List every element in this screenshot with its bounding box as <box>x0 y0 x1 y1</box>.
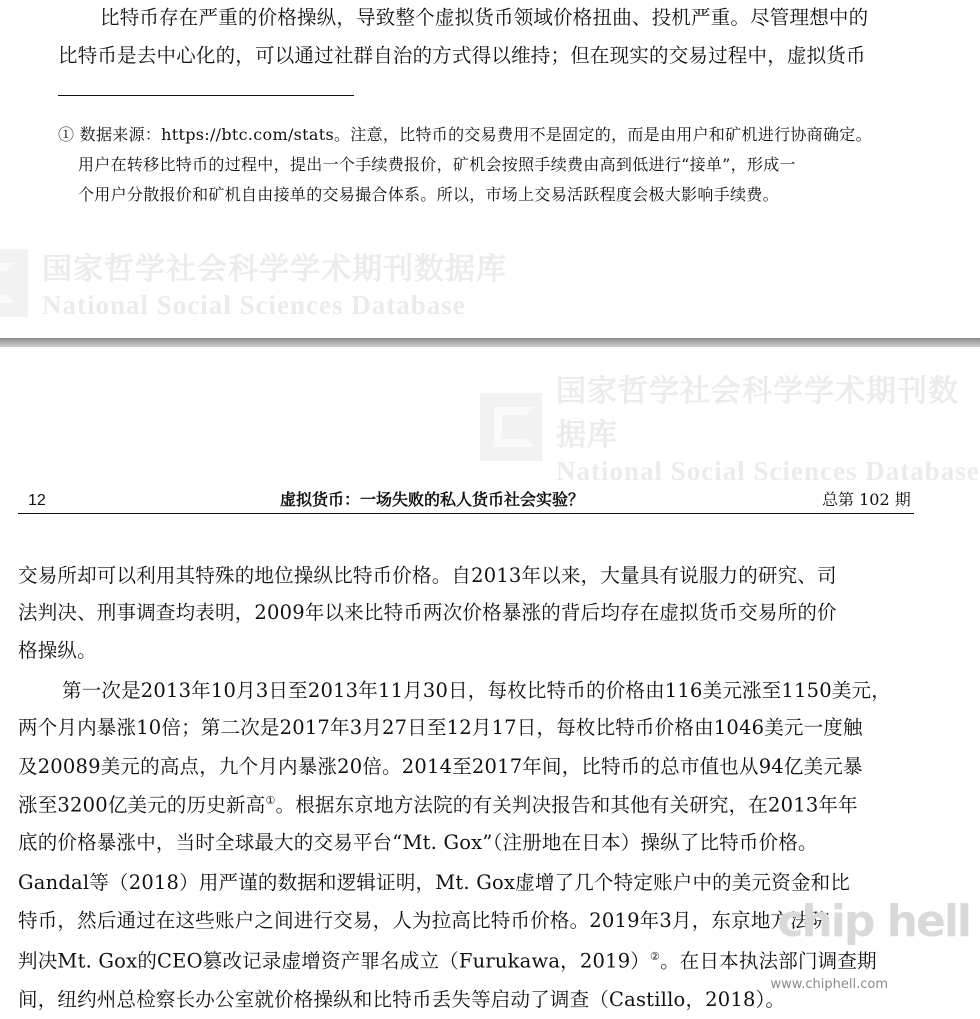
body-line: 比特币是去中心化的，可以通过社群自治的方式得以维持；但在现实的交易过程中，虚拟货币 <box>58 44 866 67</box>
watermark-en: National Social Sciences Database <box>556 456 980 486</box>
header-rule <box>18 513 914 514</box>
body-line: Gandal等（2018）用严谨的数据和逻辑证明，Mt. Gox虚增了几个特定账户中的美元资金和比 <box>18 871 851 894</box>
body-line: 底的价格暴涨中，当时全球最大的交易平台“Mt. Gox”（注册地在日本）操纵了比特币价格。 <box>18 831 818 854</box>
body-text: 涨至3200亿美元的历史新高 <box>18 793 266 817</box>
running-title: 虚拟货币：一场失败的私人货币社会实验？ <box>280 490 585 509</box>
body-text: 。在日本执法部门调查期 <box>660 949 877 973</box>
body-line: 间，纽约州总检察长办公室就价格操纵和比特币丢失等启动了调查（Castillo，2018）。 <box>18 988 786 1011</box>
footnote-divider <box>58 95 354 96</box>
issue-number: 总第 102 期 <box>822 490 911 509</box>
database-logo-icon <box>480 393 542 461</box>
database-logo-icon <box>0 249 28 317</box>
body-line: 及20089美元的高点，九个月内暴涨20倍。2014至2017年间，比特币的总市值也从94亿美元暴 <box>18 755 863 778</box>
watermark <box>480 366 980 487</box>
watermark-cn: 国家哲学社会科学学术期刊数据库 <box>42 252 507 287</box>
chiphell-logo: chip hell <box>777 896 970 947</box>
watermark-cn: 国家哲学社会科学学术期刊数据库 <box>556 374 959 453</box>
site-watermark <box>777 896 970 947</box>
page-number: 12 <box>28 492 46 509</box>
body-line: 法判决、刑事调查均表明，2009年以来比特币两次价格暴涨的背后均存在虚拟货币交易所的价 <box>18 601 837 624</box>
body-line: 格操纵。 <box>18 639 97 662</box>
body-line: 比特币存在严重的价格操纵，导致整个虚拟货币领域价格扭曲、投机严重。尽管理想中的 <box>100 6 869 29</box>
body-line: 特币，然后通过在这些账户之间进行交易，人为拉高比特币价格。2019年3月，东京地方法院 <box>18 909 830 932</box>
body-line: 交易所却可以利用其特殊的地位操纵比特币价格。自2013年以来，大量具有说服力的研究、司 <box>18 564 837 587</box>
page-separator <box>0 338 980 347</box>
footnote-line: 用户在转移比特币的过程中，提出一个手续费报价，矿机会按照手续费由高到低进行“接单”，形成一 <box>78 155 796 174</box>
body-line <box>18 951 877 971</box>
body-line: 两个月内暴涨10倍；第二次是2017年3月27日至12月17日，每枚比特币价格由1046美元一度触 <box>18 716 863 739</box>
watermark-en: National Social Sciences Database <box>42 290 466 320</box>
body-line <box>18 795 858 815</box>
watermark <box>0 244 507 321</box>
body-text: 。根据东京地方法院的有关判决报告和其他有关研究，在2013年年 <box>275 793 858 817</box>
footnote-ref: ② <box>650 950 661 963</box>
footnote-ref: ① <box>265 794 276 807</box>
footnote-line: ① 数据来源：https://btc.com/stats。注意，比特币的交易费用不是固定的，而是由用户和矿机进行协商确定。 <box>58 125 872 144</box>
site-url: www.chiphell.com <box>770 977 888 992</box>
footnote-line: 个用户分散报价和矿机自由接单的交易撮合体系。所以，市场上交易活跃程度会极大影响手续费。 <box>78 185 779 204</box>
body-text: 判决Mt. Gox的CEO篡改记录虚增资产罪名成立（Furukawa，2019） <box>18 949 651 973</box>
body-line: 第一次是2013年10月3日至2013年11月30日，每枚比特币的价格由116美元涨至1150美元， <box>62 679 891 702</box>
